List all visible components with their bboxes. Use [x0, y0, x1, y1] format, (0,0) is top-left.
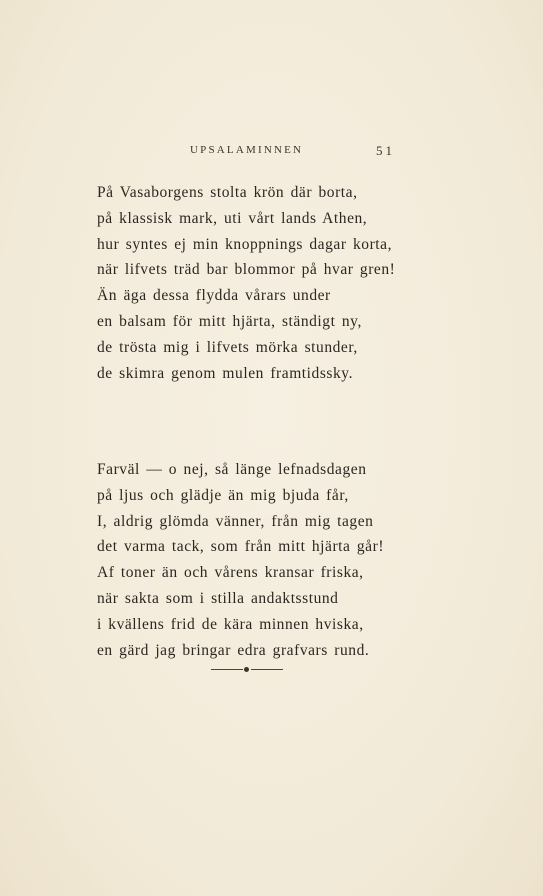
verse-line: Än äga dessa flydda vårars under	[97, 287, 331, 305]
verse-line: de skimra genom mulen framtidssky.	[97, 364, 353, 382]
verse-line: Af toner än och vårens kransar friska,	[97, 564, 364, 582]
verse-line: på klassisk mark, uti vårt lands Athen,	[97, 209, 368, 227]
verse-line: det varma tack, som från mitt hjärta går!	[97, 538, 385, 556]
verse-line: I, aldrig glömda vänner, från mig tagen	[97, 512, 374, 530]
stanza-2	[97, 457, 417, 663]
section-end-ornament	[211, 665, 283, 675]
stanza-1	[97, 180, 417, 386]
verse-line: hur syntes ej min knoppnings dagar korta,	[97, 235, 392, 253]
verse-line: när lifvets träd bar blommor på hvar gren!	[97, 261, 396, 279]
page-number: 51	[376, 143, 395, 158]
ornament-rule-left	[211, 669, 243, 670]
running-head: UPSALAMINNEN	[190, 144, 304, 156]
verse-line: På Vasaborgens stolta krön där borta,	[97, 184, 358, 201]
verse-line: Farväl — o nej, så länge lefnadsdagen	[97, 461, 367, 478]
ornament-rule-right	[251, 669, 283, 670]
ornament-dot-icon	[244, 667, 249, 672]
verse-line: en gärd jag bringar edra grafvars rund.	[97, 641, 370, 659]
verse-line: en balsam för mitt hjärta, ständigt ny,	[97, 312, 362, 330]
verse-line: i kvällens frid de kära minnen hviska,	[97, 615, 364, 633]
verse-line: på ljus och glädje än mig bjuda får,	[97, 486, 349, 504]
verse-line: de trösta mig i lifvets mörka stunder,	[97, 338, 358, 356]
page-header	[0, 144, 543, 162]
verse-line: när sakta som i stilla andaktsstund	[97, 589, 339, 607]
